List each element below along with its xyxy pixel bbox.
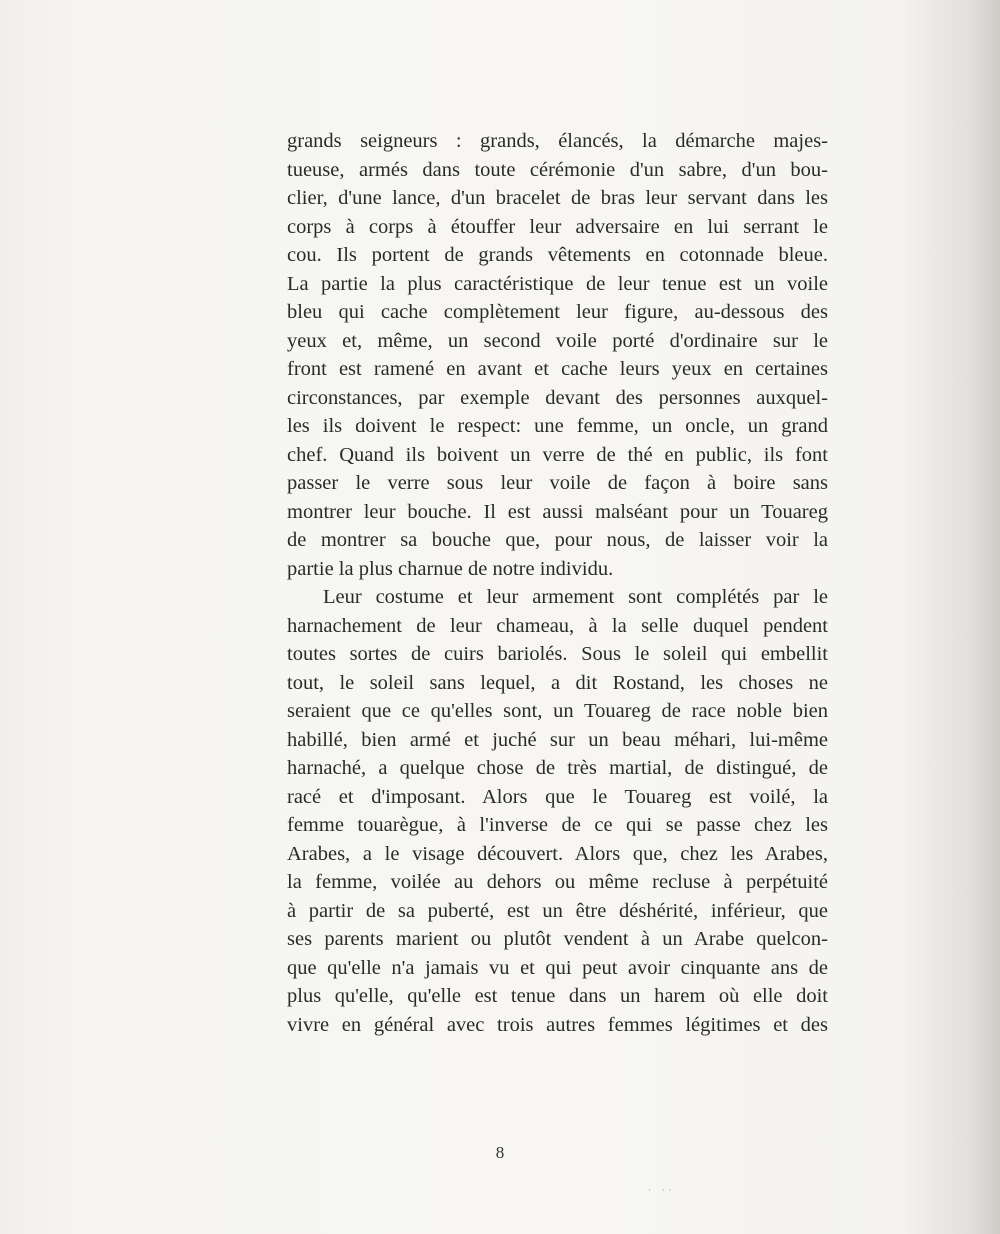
- text-line: de montrer sa bouche que, pour nous, de laisser voir la: [287, 529, 828, 551]
- text-line: passer le verre sous leur voile de façon à boire sans: [287, 472, 828, 494]
- body-text: [287, 127, 828, 1039]
- text-line: La partie la plus caractéristique de leur tenue est un voile: [287, 272, 828, 295]
- text-line: harnachement de leur chameau, à la selle duquel pendent: [287, 614, 828, 637]
- text-line: clier, d'une lance, d'un bracelet de bras leur servant dans les: [287, 187, 828, 209]
- text-line: harnaché, a quelque chose de très martial, de distingué, de: [287, 757, 828, 779]
- text-line: ses parents marient ou plutôt vendent à un Arabe quelcon-: [287, 928, 828, 950]
- text-line: racé et d'imposant. Alors que le Touareg est voilé, la: [287, 785, 828, 808]
- text-line: habillé, bien armé et juché sur un beau méhari, lui-même: [287, 728, 828, 751]
- text-line: la femme, voilée au dehors ou même recluse à perpétuité: [287, 871, 828, 893]
- text-line: les ils doivent le respect: une femme, un oncle, un grand: [287, 415, 828, 437]
- text-line: tout, le soleil sans lequel, a dit Rostand, les choses ne: [287, 671, 828, 694]
- text-line: tueuse, armés dans toute cérémonie d'un sabre, d'un bou-: [287, 158, 828, 181]
- text-line: femme touarègue, à l'inverse de ce qui se passe chez les: [287, 814, 828, 836]
- text-line: Leur costume et leur armement sont complétés par le: [323, 586, 828, 608]
- text-line: grands seigneurs : grands, élancés, la démarche majes-: [287, 130, 828, 152]
- text-line: toutes sortes de cuirs bariolés. Sous le soleil qui embellit: [287, 643, 828, 665]
- text-line: seraient que ce qu'elles sont, un Touareg de race noble bien: [287, 700, 828, 722]
- text-line: que qu'elle n'a jamais vu et qui peut avoir cinquante ans de: [287, 956, 828, 979]
- text-line: plus qu'elle, qu'elle est tenue dans un harem où elle doit: [287, 985, 828, 1007]
- text-line: Arabes, a le visage découvert. Alors que, chez les Arabes,: [287, 842, 828, 865]
- paper-speck: · ··: [648, 1186, 676, 1196]
- text-line: montrer leur bouche. Il est aussi malséant pour un Touareg: [287, 500, 828, 523]
- text-line: vivre en général avec trois autres femmes légitimes et des: [287, 1013, 828, 1036]
- text-line: cou. Ils portent de grands vêtements en cotonnade bleue.: [287, 244, 828, 266]
- text-line: partie la plus charnue de notre individu.: [287, 557, 614, 580]
- text-line: chef. Quand ils boivent un verre de thé en public, ils font: [287, 443, 828, 466]
- text-line: front est ramené en avant et cache leurs yeux en certaines: [287, 358, 828, 380]
- text-line: bleu qui cache complètement leur figure, au-dessous des: [287, 301, 828, 323]
- paragraph-1: [287, 127, 828, 583]
- text-line: circonstances, par exemple devant des personnes auxquel-: [287, 386, 828, 409]
- page-number: 8: [495, 1143, 505, 1162]
- text-line: yeux et, même, un second voile porté d'ordinaire sur le: [287, 329, 828, 352]
- text-line: corps à corps à étouffer leur adversaire en lui serrant le: [287, 215, 828, 238]
- text-line: à partir de sa puberté, est un être déshérité, inférieur, que: [287, 899, 828, 922]
- paragraph-2: [287, 583, 828, 1039]
